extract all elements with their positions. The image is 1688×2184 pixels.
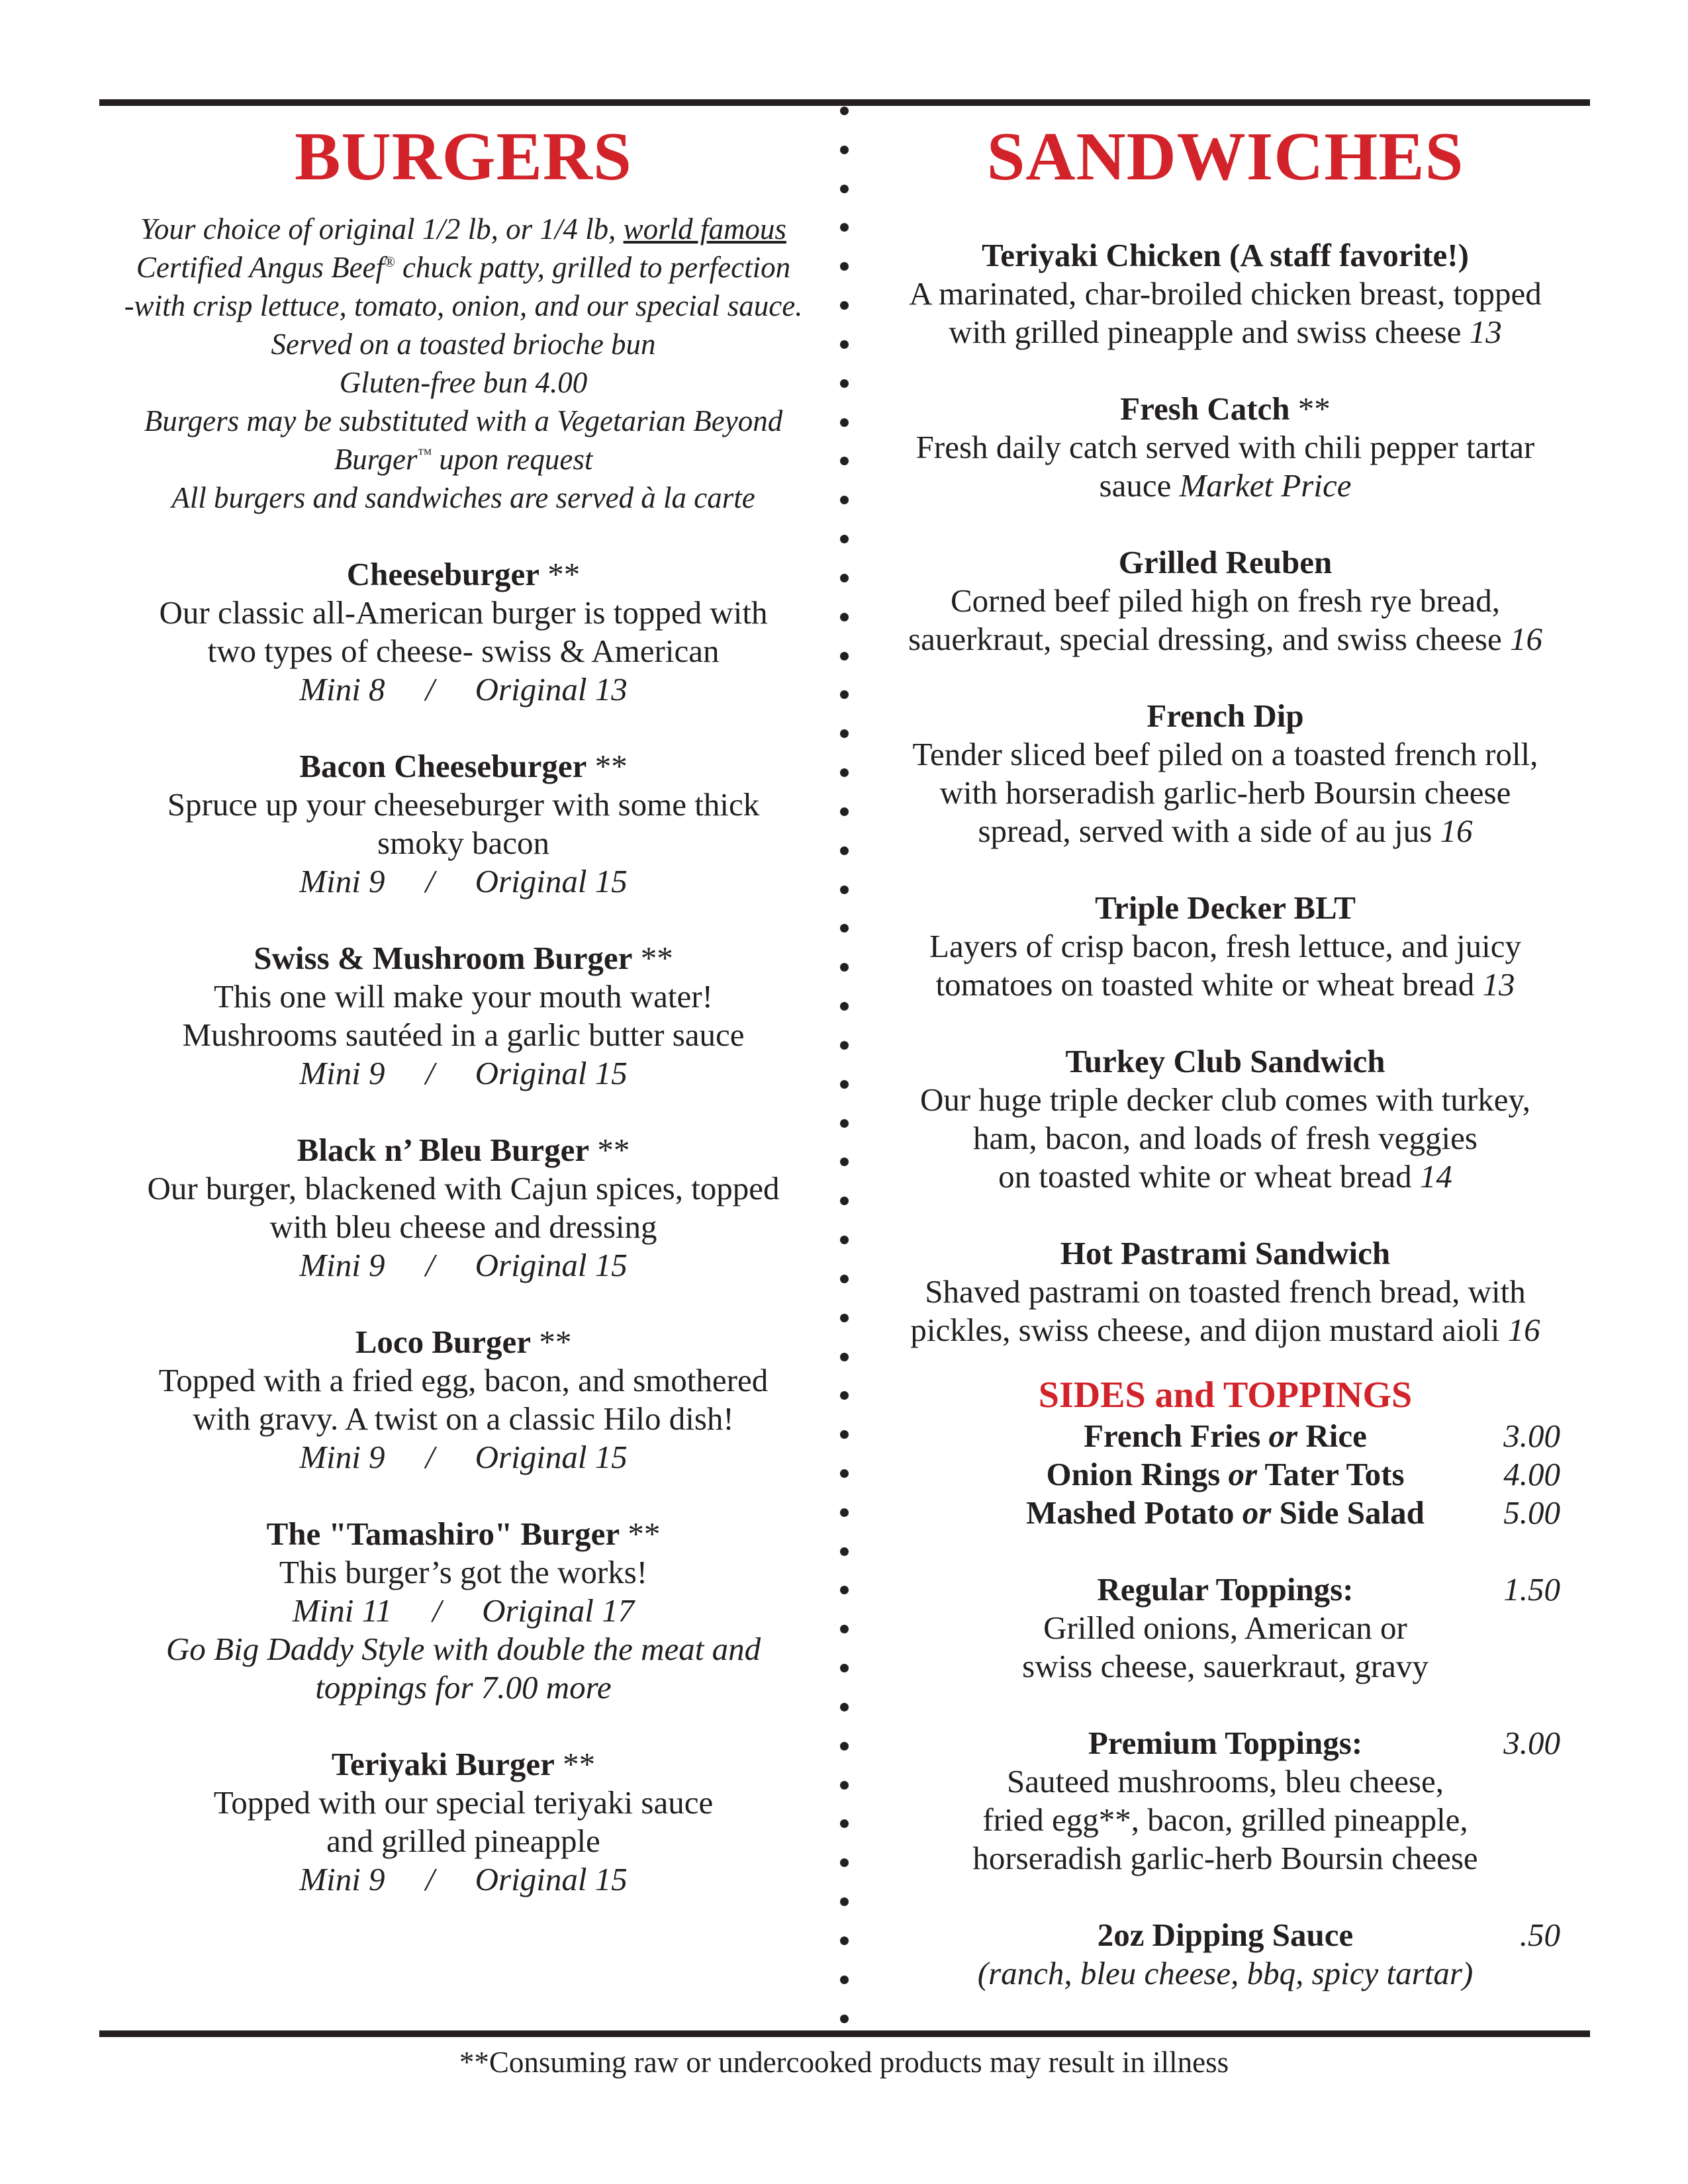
item-star: ** (554, 1746, 596, 1782)
divider-dot (840, 1469, 849, 1478)
regular-toppings (861, 1570, 1590, 1609)
item-sizes: Mini 8 / Original 13 (299, 671, 628, 707)
divider-dot (840, 1897, 849, 1906)
divider-dot (840, 1819, 849, 1828)
item-name: Bacon Cheeseburger (299, 748, 587, 784)
divider-dot (840, 886, 849, 894)
item-desc: Spruce up your cheeseburger with some thick (167, 786, 760, 823)
divider-dot (840, 457, 849, 465)
divider-dot (840, 1858, 849, 1867)
divider-dot (840, 1353, 849, 1361)
divider-dot (840, 652, 849, 660)
menu-item-tamashiro-burger (99, 1515, 827, 1707)
divider-dot (840, 1586, 849, 1594)
intro-line-1: Your choice of original 1/2 lb, or 1/4 lb, (140, 212, 624, 246)
item-desc: Shaved pastrami on toasted french bread, with (925, 1273, 1526, 1310)
intro-line-2-post: chuck patty, grilled to perfection (395, 251, 791, 284)
divider-dot (840, 690, 849, 699)
item-sizes: Mini 9 / Original 15 (299, 1861, 628, 1897)
menu-item-black-n-bleu-burger (99, 1131, 827, 1285)
item-desc: on toasted white or wheat bread (998, 1158, 1420, 1195)
divider-dot (840, 1664, 849, 1672)
item-price: 16 (1440, 813, 1473, 849)
menu-item-cheeseburger (99, 555, 827, 709)
divider-dot (840, 1002, 849, 1011)
intro-line-7-post: upon request (432, 443, 593, 476)
item-desc: Corned beef piled high on fresh rye bread, (951, 582, 1500, 619)
item-price: 13 (1469, 314, 1502, 350)
side-option: French Fries (1084, 1418, 1269, 1454)
side-or: or (1242, 1494, 1272, 1531)
item-name: French Dip (1147, 698, 1304, 734)
menu-item-loco-burger (99, 1323, 827, 1477)
item-desc: and grilled pineapple (326, 1823, 600, 1859)
item-desc: smoky bacon (377, 825, 549, 861)
side-option: Rice (1297, 1418, 1367, 1454)
side-price: 4.00 (1503, 1456, 1560, 1492)
divider-dot (840, 185, 849, 193)
intro-line-6: Burgers may be substituted with a Vegetarian Beyond (144, 404, 783, 437)
item-price: 13 (1482, 966, 1515, 1003)
intro-world-famous: world famous (623, 212, 786, 246)
divider-dot (840, 846, 849, 855)
menu-item-triple-decker-blt (861, 889, 1590, 1004)
divider-dot (840, 729, 849, 738)
item-desc: ham, bacon, and loads of fresh veggies (973, 1120, 1477, 1156)
item-desc: A marinated, char-broiled chicken breast, topped (909, 275, 1542, 312)
dipping-sauce-label: 2oz Dipping Sauce (1097, 1917, 1354, 1953)
divider-dot (840, 1197, 849, 1205)
item-sizes: Mini 9 / Original 15 (299, 863, 628, 899)
item-desc: Topped with a fried egg, bacon, and smothered (158, 1362, 769, 1398)
burgers-section (99, 116, 827, 1899)
premium-toppings-label: Premium Toppings: (1088, 1725, 1363, 1761)
item-desc: with grilled pineapple and swiss cheese (949, 314, 1470, 350)
item-price: 14 (1419, 1158, 1452, 1195)
divider-dot (840, 418, 849, 427)
item-name: Cheeseburger (346, 556, 539, 592)
divider-dot (840, 535, 849, 543)
bottom-rule (99, 2030, 1590, 2037)
intro-line-7: Burger (334, 443, 418, 476)
item-name: The "Tamashiro" Burger (266, 1516, 620, 1552)
side-price: 3.00 (1503, 1418, 1560, 1454)
dipping-sauce (861, 1916, 1590, 1954)
divider-dot (840, 340, 849, 349)
side-price: 5.00 (1503, 1494, 1560, 1531)
side-row-rings-tots (861, 1455, 1590, 1494)
divider-dot (840, 1547, 849, 1556)
item-desc: Tender sliced beef piled on a toasted french roll, (912, 736, 1538, 772)
item-desc: This one will make your mouth water! (214, 978, 713, 1015)
sandwiches-title: SANDWICHES (986, 118, 1464, 195)
menu-item-grilled-reuben (861, 543, 1590, 659)
intro-line-3: -with crisp lettuce, tomato, onion, and our special sauce. (124, 289, 803, 322)
divider-dot (840, 1625, 849, 1633)
menu-item-teriyaki-chicken (861, 236, 1590, 351)
menu-item-hot-pastrami (861, 1234, 1590, 1349)
divider-dot (840, 2015, 849, 2023)
divider-dot (840, 379, 849, 388)
divider-dot (840, 1080, 849, 1089)
dotted-divider (838, 107, 850, 2023)
item-star: ** (1289, 390, 1331, 427)
item-desc: This burger’s got the works! (279, 1554, 648, 1590)
divider-dot (840, 1119, 849, 1128)
sandwiches-section (861, 116, 1590, 1993)
item-desc: sauerkraut, special dressing, and swiss cheese (908, 621, 1510, 657)
premium-toppings-list: fried egg**, bacon, grilled pineapple, (982, 1801, 1468, 1838)
item-name: Swiss & Mushroom Burger (254, 940, 633, 976)
item-desc: pickles, swiss cheese, and dijon mustard aioli (910, 1312, 1508, 1348)
divider-dot (840, 223, 849, 232)
menu-item-swiss-mushroom-burger (99, 939, 827, 1093)
item-extra: toppings for 7.00 more (315, 1669, 612, 1706)
trademark-mark: ™ (417, 445, 432, 462)
item-price: 16 (1509, 621, 1542, 657)
item-desc: sauce (1099, 467, 1180, 504)
divider-dot (840, 1158, 849, 1166)
item-desc: with bleu cheese and dressing (269, 1208, 657, 1245)
item-name: Loco Burger (355, 1324, 532, 1360)
side-row-potato-salad (861, 1494, 1590, 1532)
divider-dot (840, 613, 849, 621)
item-star: ** (632, 940, 673, 976)
menu-item-fresh-catch (861, 390, 1590, 505)
side-option: Tater Tots (1257, 1456, 1405, 1492)
item-sizes: Mini 9 / Original 15 (299, 1439, 628, 1475)
divider-dot (840, 1391, 849, 1400)
item-desc: two types of cheese- swiss & American (207, 633, 720, 669)
burgers-intro (99, 210, 827, 517)
sides-title: SIDES and TOPPINGS (1038, 1375, 1413, 1416)
item-name: Teriyaki Burger (331, 1746, 555, 1782)
divider-dot (840, 1703, 849, 1711)
health-warning: **Consuming raw or undercooked products may result in illness (459, 2046, 1229, 2079)
item-price: 16 (1507, 1312, 1540, 1348)
item-desc: with horseradish garlic-herb Boursin cheese (939, 774, 1511, 811)
divider-dot (840, 1976, 849, 1984)
item-desc: tomatoes on toasted white or wheat bread (935, 966, 1483, 1003)
intro-line-2: Certified Angus Beef (136, 251, 385, 284)
item-name: Black n’ Bleu Burger (297, 1132, 590, 1168)
divider-dot (840, 1742, 849, 1751)
side-option: Onion Rings (1046, 1456, 1229, 1492)
divider-dot (840, 1041, 849, 1050)
top-rule (99, 99, 1590, 106)
item-name: Turkey Club Sandwich (1065, 1043, 1385, 1079)
divider-dot (840, 807, 849, 816)
intro-line-4: Served on a toasted brioche bun (271, 328, 656, 361)
burgers-title: BURGERS (295, 118, 632, 195)
premium-toppings-list: Sauteed mushrooms, bleu cheese, (1007, 1763, 1444, 1799)
item-sizes: Mini 9 / Original 15 (299, 1055, 628, 1091)
item-price: Market Price (1179, 467, 1352, 504)
divider-dot (840, 1781, 849, 1790)
item-desc: Our classic all-American burger is topped with (159, 594, 768, 631)
item-star: ** (531, 1324, 572, 1360)
side-or: or (1268, 1418, 1298, 1454)
item-extra: Go Big Daddy Style with double the meat and (165, 1631, 761, 1667)
intro-line-8: All burgers and sandwiches are served à la carte (171, 481, 755, 514)
item-star: ** (586, 748, 628, 784)
divider-dot (840, 1236, 849, 1244)
item-desc: spread, served with a side of au jus (978, 813, 1440, 849)
divider-dot (840, 1430, 849, 1439)
item-desc: Our burger, blackened with Cajun spices, topped (147, 1170, 780, 1206)
divider-dot (840, 107, 849, 115)
item-name: Grilled Reuben (1118, 544, 1333, 580)
divider-dot (840, 768, 849, 777)
menu-item-turkey-club (861, 1042, 1590, 1196)
dipping-sauce-price: .50 (1519, 1917, 1560, 1953)
divider-dot (840, 262, 849, 271)
item-star: ** (620, 1516, 661, 1552)
dipping-sauce-options: (ranch, bleu cheese, bbq, spicy tartar) (977, 1955, 1474, 1991)
item-desc: with gravy. A twist on a classic Hilo dish! (193, 1400, 734, 1437)
regular-toppings-label: Regular Toppings: (1097, 1571, 1354, 1608)
item-desc: Layers of crisp bacon, fresh lettuce, and juicy (929, 928, 1521, 964)
registered-mark: ® (384, 253, 395, 270)
regular-toppings-price: 1.50 (1503, 1571, 1560, 1608)
item-name: Hot Pastrami Sandwich (1060, 1235, 1391, 1271)
divider-dot (840, 963, 849, 972)
side-or: or (1228, 1456, 1258, 1492)
regular-toppings-list: Grilled onions, American or (1043, 1610, 1407, 1646)
menu-item-french-dip (861, 697, 1590, 850)
item-sizes: Mini 11 / Original 17 (292, 1592, 635, 1629)
premium-toppings-price: 3.00 (1503, 1725, 1560, 1761)
item-desc: Our huge triple decker club comes with turkey, (919, 1081, 1531, 1118)
menu-item-teriyaki-burger (99, 1745, 827, 1899)
divider-dot (840, 1508, 849, 1517)
item-star: ** (539, 556, 581, 592)
divider-dot (840, 1936, 849, 1945)
intro-line-5: Gluten-free bun 4.00 (339, 366, 588, 399)
side-option: Side Salad (1271, 1494, 1425, 1531)
premium-toppings-list: horseradish garlic-herb Boursin cheese (972, 1840, 1478, 1876)
menu-item-bacon-cheeseburger (99, 747, 827, 901)
divider-dot (840, 1275, 849, 1283)
divider-dot (840, 496, 849, 504)
item-star: ** (589, 1132, 630, 1168)
item-name: Teriyaki Chicken (A staff favorite!) (982, 237, 1469, 273)
divider-dot (840, 146, 849, 154)
side-option: Mashed Potato (1026, 1494, 1243, 1531)
side-row-fries-rice (861, 1417, 1590, 1455)
regular-toppings-list: swiss cheese, sauerkraut, gravy (1022, 1648, 1429, 1684)
item-name: Fresh Catch (1120, 390, 1290, 427)
divider-dot (840, 301, 849, 310)
item-desc: Topped with our special teriyaki sauce (213, 1784, 714, 1821)
item-desc: Fresh daily catch served with chili pepper tartar (915, 429, 1535, 465)
item-name: Triple Decker BLT (1095, 889, 1356, 926)
divider-dot (840, 574, 849, 582)
premium-toppings (861, 1724, 1590, 1762)
item-desc: Mushrooms sautéed in a garlic butter sauce (182, 1017, 745, 1053)
item-sizes: Mini 9 / Original 15 (299, 1247, 628, 1283)
divider-dot (840, 924, 849, 933)
divider-dot (840, 1314, 849, 1322)
